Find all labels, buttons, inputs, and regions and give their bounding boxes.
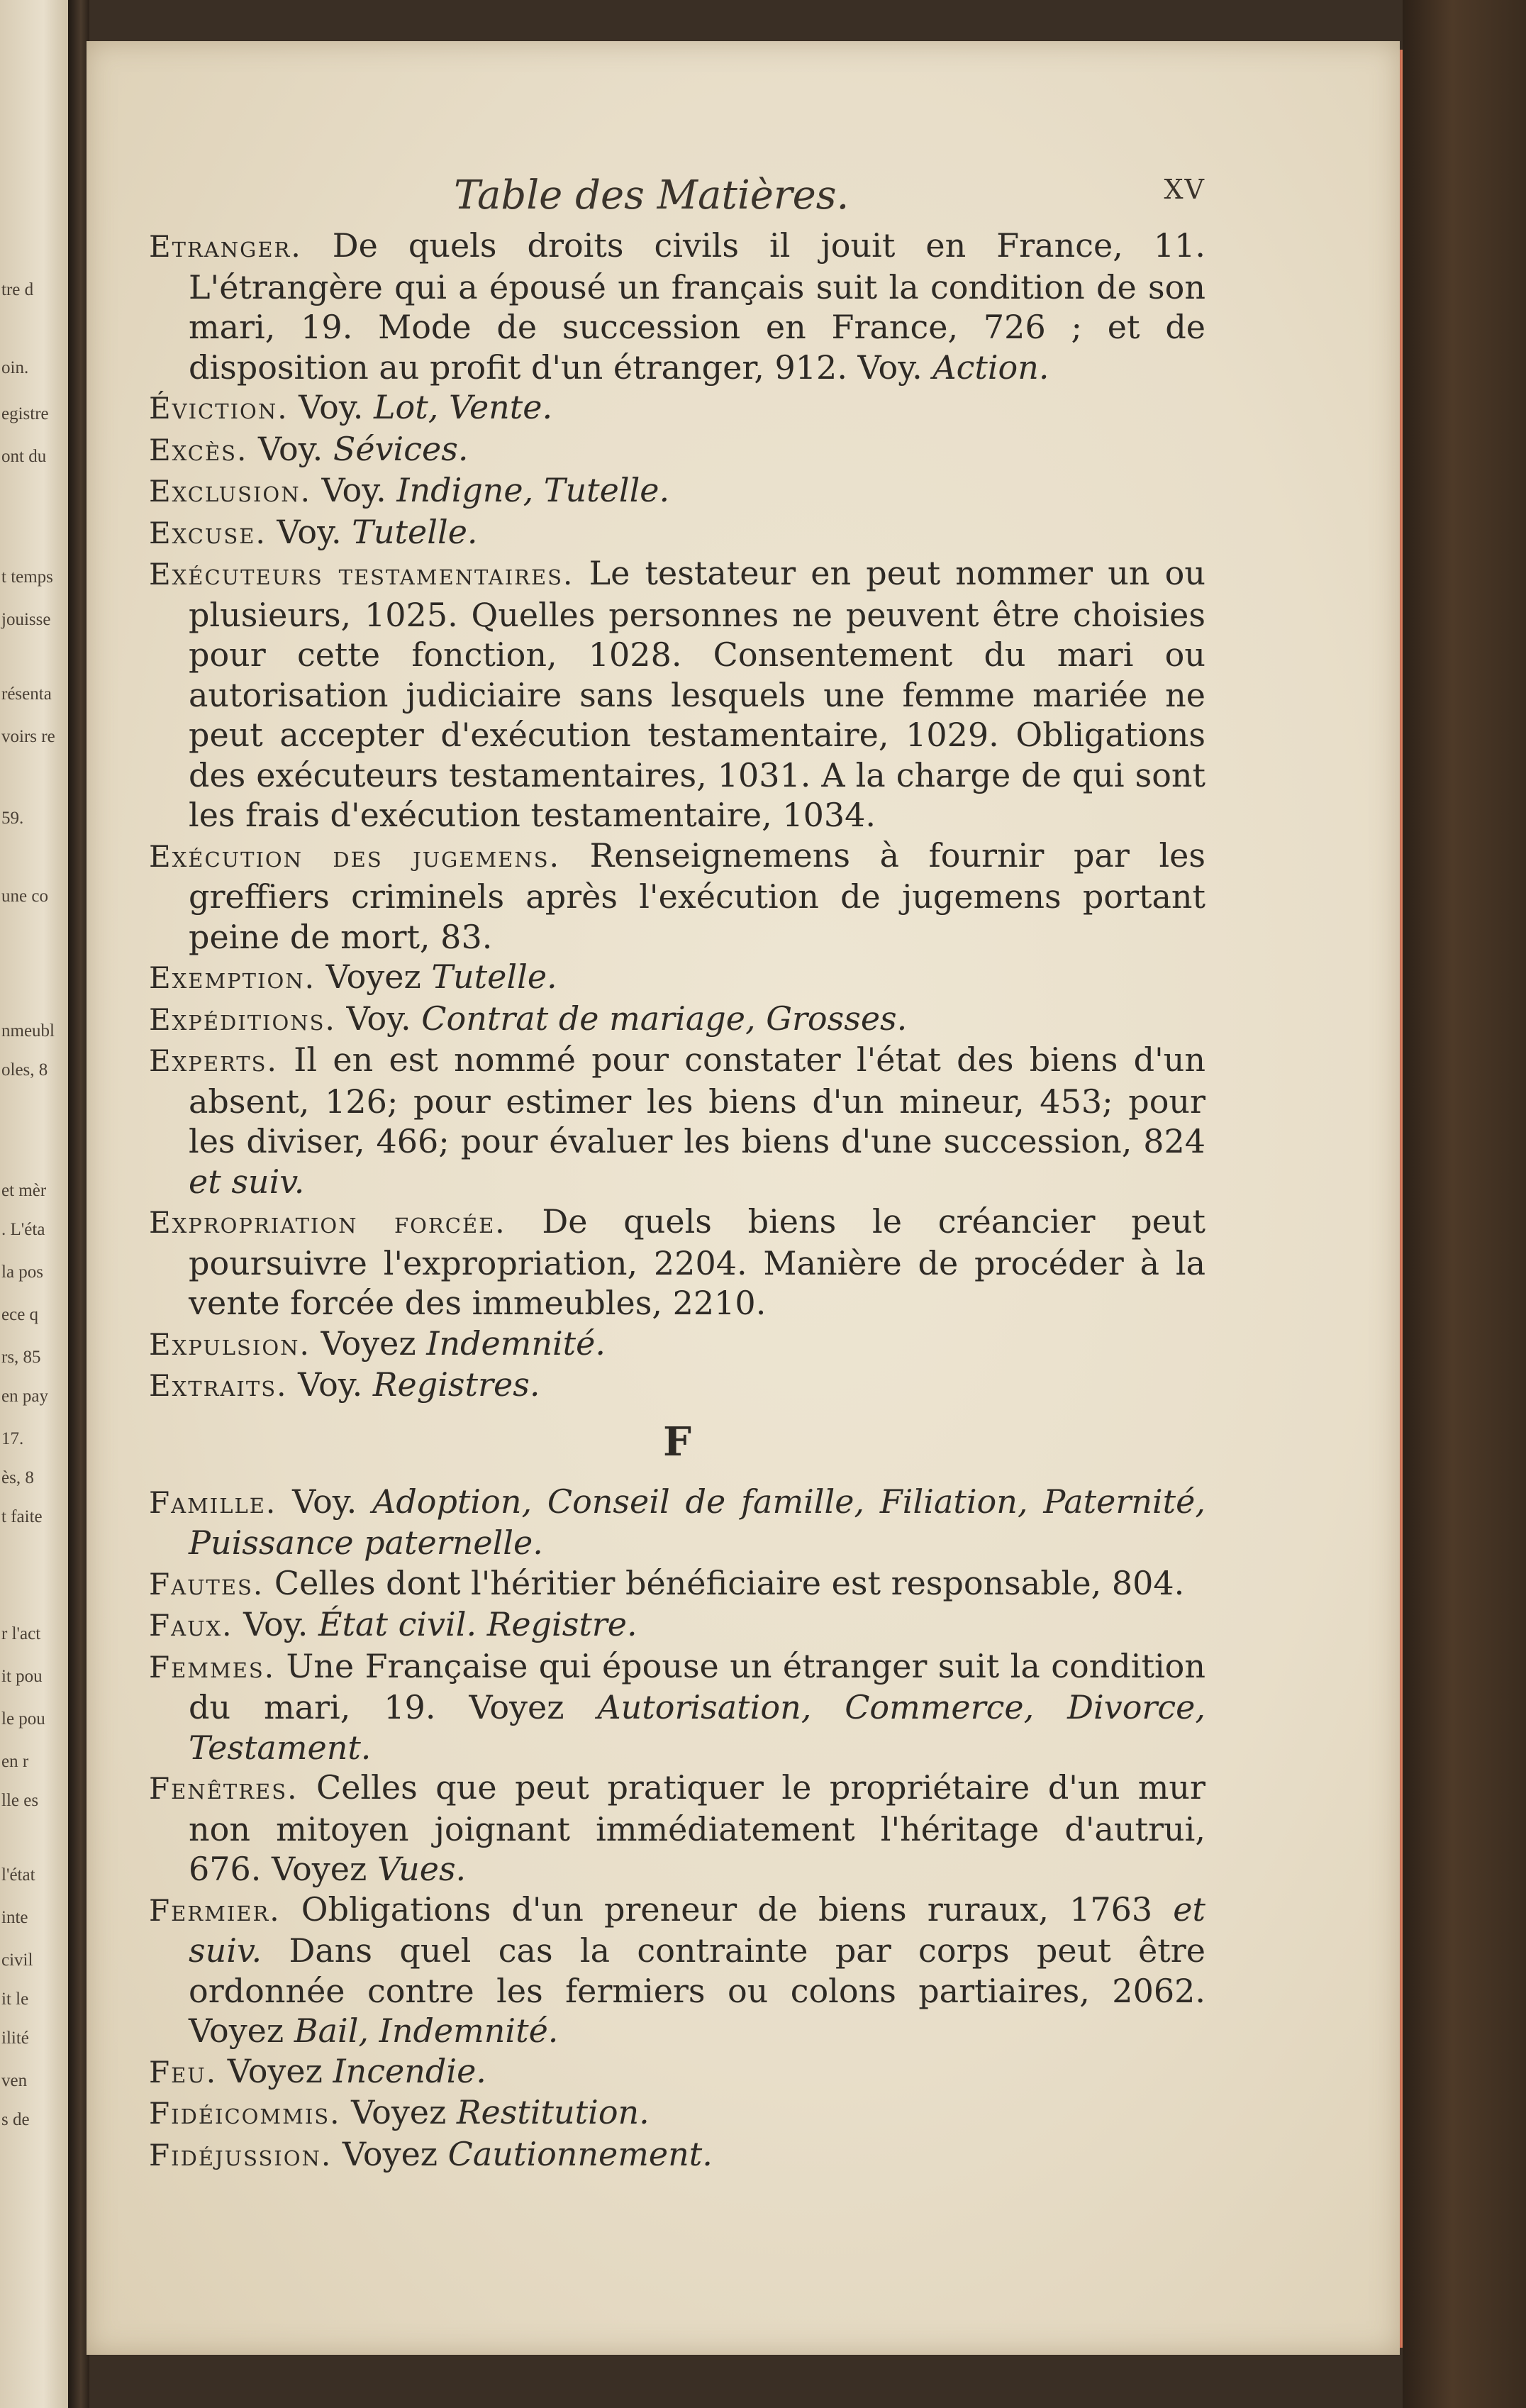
entry-text: De quels droits civils il jouit en France, 11. L'étrangère qui a épousé un français suit la condition de son mari, 19. Mode de succession en France, 726 ; et de disposition au profit d'un étranger, 912. Voy.	[189, 226, 1205, 387]
entry-reference: Action.	[932, 348, 1049, 387]
index-entry	[149, 1890, 1205, 2051]
left-fragment: ece q	[1, 1305, 39, 1324]
left-fragment: . L'éta	[1, 1220, 45, 1239]
index-entry	[149, 1482, 1205, 1563]
left-fragment: lle es	[1, 1791, 39, 1810]
entry-text: Voyez	[332, 2134, 448, 2173]
entry-headword: Exclusion.	[149, 474, 311, 509]
index-entry	[149, 1646, 1205, 1768]
entry-text: Voy.	[288, 388, 374, 426]
index-entry	[149, 999, 1205, 1041]
facing-left-page	[0, 0, 72, 2408]
running-header	[454, 172, 1234, 222]
section-letter: F	[663, 1418, 691, 1465]
left-fragment: it pou	[1, 1667, 43, 1686]
left-fragment: ven	[1, 2071, 28, 2090]
left-fragment: en r	[1, 1752, 29, 1771]
left-fragment: 17.	[1, 1429, 24, 1448]
index-entry	[149, 470, 1205, 512]
left-fragment: ont du	[1, 447, 47, 466]
entry-headword: Exécution des jugemens.	[149, 838, 560, 874]
index-entry	[149, 1604, 1205, 1646]
entry-headword: Éviction.	[149, 391, 289, 426]
entry-headword: Famille.	[149, 1485, 277, 1520]
entry-headword: Fautes.	[149, 1566, 264, 1602]
index-entry	[149, 957, 1205, 999]
entry-headword: Etranger.	[149, 229, 302, 264]
entry-headword: Expropriation forcée.	[149, 1205, 506, 1240]
entry-text: Voyez	[217, 2051, 333, 2090]
entry-reference: Lot, Vente.	[373, 388, 553, 426]
entry-headword: Extraits.	[149, 1368, 288, 1403]
left-fragment: et mèr	[1, 1181, 47, 1200]
entry-text: Voy.	[266, 512, 352, 551]
entry-text: Obligations d'un preneur de biens ruraux, 1763	[280, 1890, 1174, 1929]
entry-reference: Adoption, Conseil de famille, Filiation, Paternité, Puissance paternelle.	[189, 1482, 1206, 1562]
entry-text: De quels biens le créancier peut poursuivre l'expropriation, 2204. Manière de procéder à la vente forcée des immeubles, 2210.	[189, 1202, 1205, 1322]
entry-headword: Fidéjussion.	[149, 2137, 333, 2173]
entry-text: Celles dont l'héritier bénéficiaire est responsable, 804.	[264, 1563, 1185, 1602]
left-fragment: 59.	[1, 809, 24, 828]
index-entry	[149, 2134, 1205, 2176]
entry-headword: Exécuteurs testamentaires.	[149, 557, 574, 592]
entry-reference: Indigne, Tutelle.	[396, 471, 670, 509]
index-entry	[149, 1365, 1205, 1406]
entry-headword: Experts.	[149, 1043, 278, 1078]
entry-headword: Expulsion.	[149, 1326, 311, 1362]
index-entry	[149, 1202, 1205, 1324]
index-entry	[149, 836, 1205, 958]
entry-text: Celles que peut pratiquer le propriétaire d'un mur non mitoyen joignant immédiatement l'héritage d'autrui, 676. Voyez	[189, 1768, 1205, 1888]
left-fragment: ilité	[1, 2029, 29, 2048]
left-fragment: nmeubl	[1, 1021, 55, 1041]
index-entry	[149, 553, 1205, 836]
entry-reference: Vues.	[377, 1850, 467, 1888]
entry-headword: Exemption.	[149, 960, 316, 995]
entry-text: Voy.	[335, 999, 422, 1038]
page-number: XV	[1164, 174, 1205, 205]
index-entry	[149, 2092, 1205, 2134]
left-fragment: résenta	[1, 684, 52, 704]
index-entry	[149, 1040, 1205, 1202]
index-entry	[149, 1563, 1205, 1605]
entry-reference: Tutelle.	[352, 512, 478, 551]
entry-text: Renseignemens à fournir par les greffiers criminels après l'exécution de jugemens portant peine de mort, 83.	[189, 836, 1205, 956]
left-fragment: rs, 85	[1, 1348, 41, 1367]
left-fragment: it le	[1, 1990, 29, 2009]
left-fragment: voirs re	[1, 727, 55, 746]
entry-reference: Cautionnement.	[447, 2134, 713, 2173]
running-title: Table des Matières.	[454, 172, 850, 218]
left-fragment: s de	[1, 2110, 30, 2129]
entry-reference: Indemnité.	[426, 1324, 606, 1363]
entry-text: Voyez	[315, 958, 432, 996]
entry-reference: Autorisation, Commerce, Divorce, Testament.	[189, 1688, 1205, 1767]
entry-reference: Bail, Indemnité.	[294, 2012, 559, 2050]
entry-text: Voyez	[310, 1324, 427, 1363]
index-entry	[149, 387, 1205, 429]
index-entry	[149, 1768, 1205, 1890]
entry-headword: Fidéicommis.	[149, 2096, 341, 2131]
left-fragment: la pos	[1, 1263, 44, 1282]
entry-reference: Incendie.	[333, 2051, 486, 2090]
entry-headword: Excuse.	[149, 515, 267, 550]
entry-reference: Registres.	[372, 1365, 540, 1404]
left-fragment: jouisse	[1, 610, 51, 629]
entry-headword: Faux.	[149, 1608, 233, 1643]
entry-headword: Femmes.	[149, 1649, 276, 1685]
entry-reference: État civil. Registre.	[318, 1605, 637, 1643]
left-fragment: en pay	[1, 1387, 48, 1406]
entry-headword: Expéditions.	[149, 1002, 336, 1037]
left-fragment: le pou	[1, 1709, 45, 1729]
entry-reference: et suiv.	[189, 1890, 1205, 1970]
entry-headword: Feu.	[149, 2054, 218, 2090]
entry-text: Le testateur en peut nommer un ou plusieurs, 1025. Quelles personnes ne peuvent être choisies pour cette fonction, 1028. Consentement du mari ou autorisation judiciaire sans lesquels une femme mariée ne peut accepter d'exécution testamentaire, 1029. Obligations des exécuteurs testamentaires, 1031. A la charge de qui sont les frais d'exécution testamentaire, 1034.	[189, 554, 1205, 834]
entry-reference: Contrat de mariage, Grosses.	[421, 999, 908, 1038]
entry-reference: et suiv.	[189, 1162, 305, 1201]
left-fragment: t temps	[1, 567, 53, 587]
left-fragment: r l'act	[1, 1624, 41, 1643]
entry-text: Voy.	[247, 429, 333, 468]
left-fragment: l'état	[1, 1865, 35, 1885]
entry-reference: Sévices.	[333, 429, 469, 468]
index-entries	[149, 226, 1205, 2175]
entry-headword: Fermier.	[149, 1892, 281, 1928]
left-fragment: oin.	[1, 358, 29, 377]
left-fragment: t faite	[1, 1507, 43, 1526]
entry-reference: Restitution.	[456, 2093, 650, 2131]
left-fragment: civil	[1, 1951, 33, 1970]
entry-text: Une Française qui épouse un étranger suit la condition du mari, 19. Voyez	[189, 1646, 1205, 1726]
left-fragment: inte	[1, 1908, 28, 1927]
entry-text: Voy.	[311, 471, 397, 509]
left-fragment: tre d	[1, 280, 34, 299]
index-entry	[149, 429, 1205, 471]
left-fragment: oles, 8	[1, 1060, 48, 1080]
entry-headword: Excès.	[149, 432, 248, 467]
entry-text: Dans quel cas la contrainte par corps peut être ordonnée contre les fermiers ou colons partiaires, 2062. Voyez	[189, 1931, 1205, 2050]
left-fragment: une co	[1, 887, 48, 906]
index-entry	[149, 512, 1205, 554]
entry-text: Voy.	[233, 1605, 318, 1643]
index-entry	[149, 1324, 1205, 1365]
entry-text: Voy.	[287, 1365, 373, 1404]
left-fragment: ès, 8	[1, 1468, 34, 1487]
entry-text: Voyez	[340, 2093, 457, 2131]
index-entry	[149, 226, 1205, 387]
book-cover-board	[1403, 0, 1526, 2408]
index-entry	[149, 2051, 1205, 2093]
entry-text: Il en est nommé pour constater l'état des biens d'un absent, 126; pour estimer les biens d'un mineur, 453; pour les diviser, 466; pour évaluer les biens d'une succession, 824	[189, 1041, 1205, 1160]
left-fragment: egistre	[1, 404, 49, 423]
entry-text: Voy.	[277, 1482, 373, 1521]
entry-reference: Tutelle.	[431, 958, 557, 996]
entry-headword: Fenêtres.	[149, 1771, 299, 1806]
